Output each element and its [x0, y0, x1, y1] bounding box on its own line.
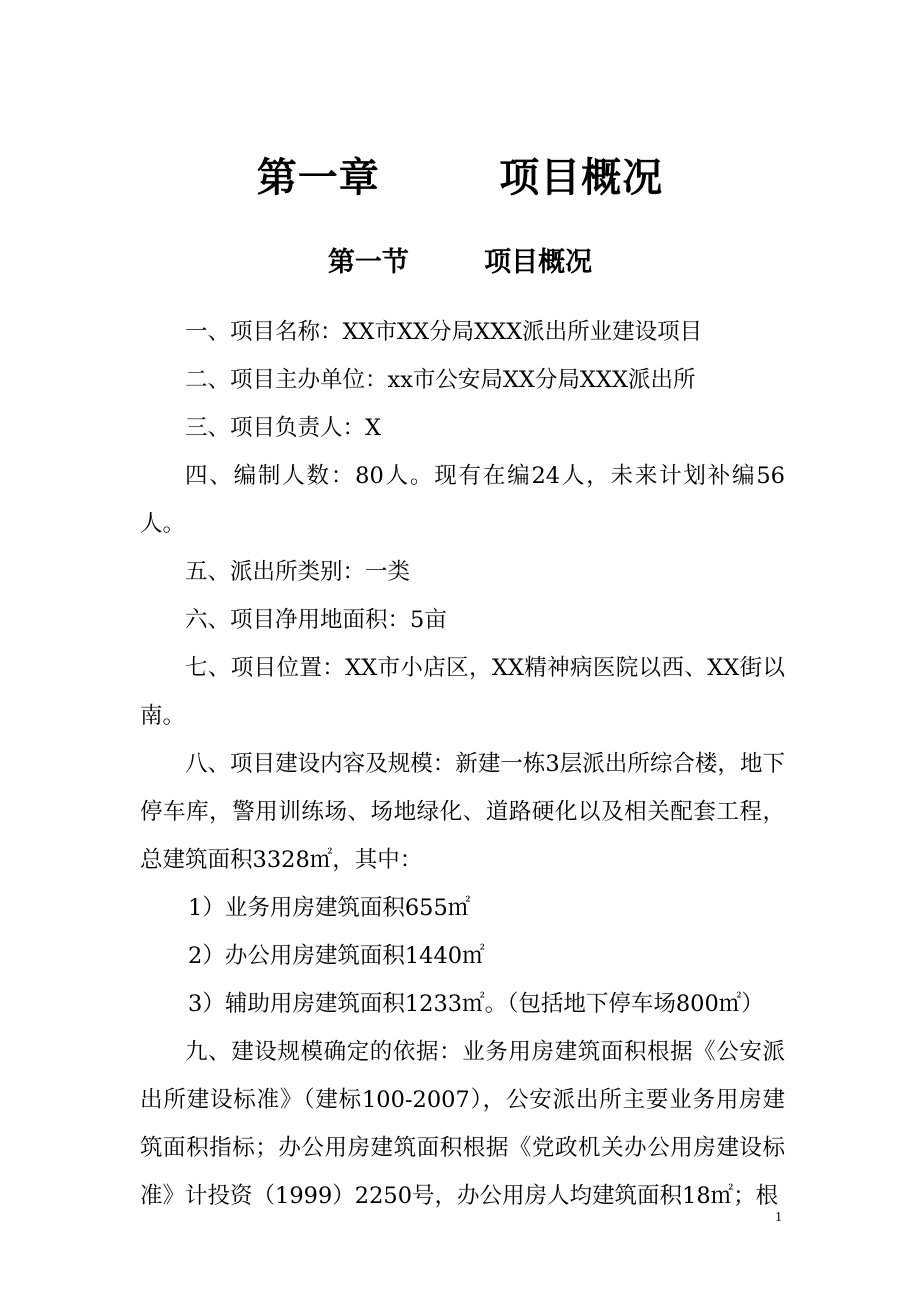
- body-text: [140, 308, 785, 1220]
- chapter-title: 第一章 项目概况: [256, 155, 664, 201]
- paragraph-construction-scale: 八、项目建设内容及规模：新建一栋3层派出所综合楼，地下停车库，警用训练场、场地绿化、道路硬化以及相关配套工程，总建筑面积3328㎡，其中：: [140, 751, 785, 873]
- paragraph-station-type: 五、派出所类别：一类: [185, 559, 411, 585]
- paragraph-scale-basis: 九、建设规模确定的依据：业务用房建筑面积根据《公安派出所建设标准》（建标100-2007），公安派出所主要业务用房建筑面积指标；办公用房建筑面积根据《党政机关办公用房建设标准》计投资（1999）2250号，办公用房人均建筑面积18㎡；根: [140, 1039, 785, 1209]
- paragraph-host-unit: 二、项目主办单位：xx市公安局XX分局XXX派出所: [185, 367, 696, 393]
- sub-item-business-area: 1）业务用房建筑面积655㎡: [188, 895, 471, 921]
- paragraph-staffing: 四、编制人数：80人。现有在编24人，未来计划补编56人。: [140, 463, 785, 537]
- sub-item-auxiliary-area: 3）辅助用房建筑面积1233㎡。（包括地下停车场800㎡）: [188, 991, 764, 1017]
- page-number: 1: [775, 1210, 782, 1225]
- sub-item-office-area: 2）办公用房建筑面积1440㎡: [188, 943, 485, 969]
- paragraph-land-area: 六、项目净用地面积：5亩: [185, 607, 447, 633]
- paragraph-location: 七、项目位置：XX市小店区，XX精神病医院以西、XX街以南。: [140, 655, 785, 729]
- paragraph-project-name: 一、项目名称：XX市XX分局XXX派出所业建设项目: [185, 319, 703, 345]
- paragraph-person-in-charge: 三、项目负责人：X: [185, 415, 382, 441]
- section-title: 第一节 项目概况: [327, 247, 593, 278]
